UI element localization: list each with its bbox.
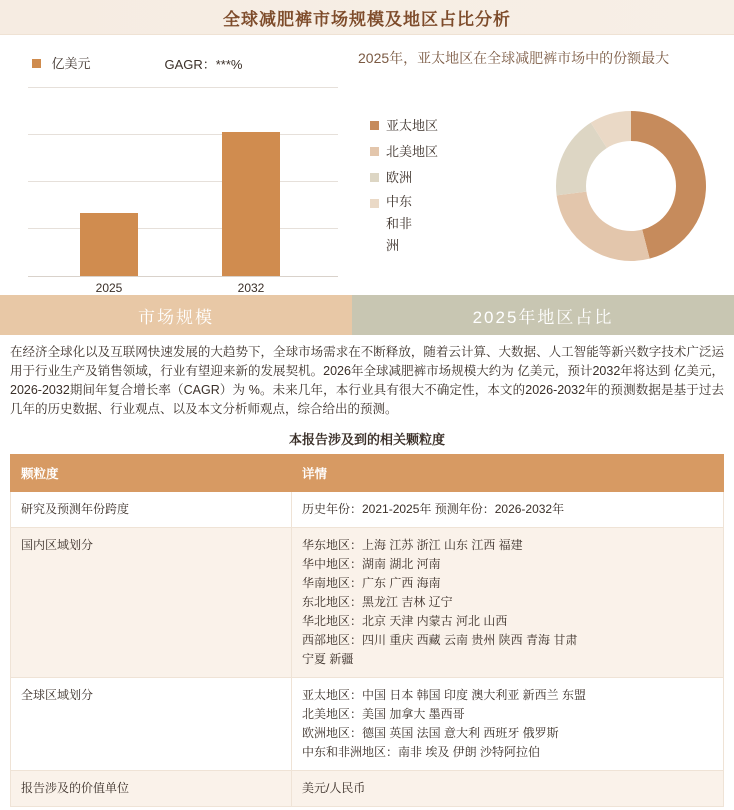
gridline [28, 228, 338, 229]
table-header-granularity: 颗粒度 [11, 455, 292, 492]
detail-line: 西部地区：四川 重庆 西藏 云南 贵州 陕西 青海 甘肃 [302, 633, 578, 647]
detail-line: 美元/人民币 [302, 781, 366, 795]
table-row [11, 528, 724, 678]
gridline [28, 134, 338, 135]
table-row [11, 678, 724, 771]
detail-line: 北美地区：美国 加拿大 墨西哥 [302, 707, 465, 721]
legend-swatch-icon [370, 147, 379, 156]
x-tick-label: 2032 [237, 281, 265, 295]
detail-line: 东北地区：黑龙江 吉林 辽宁 [302, 595, 453, 609]
table-cell-granularity: 全球区域划分 [11, 678, 292, 771]
summary-paragraph: 在经济全球化以及互联网快速发展的大趋势下，全球市场需求在不断释放，随着云计算、大数据、人工智能等新兴数字技术广泛运用于行业生产及销售领域，行业有望迎来新的发展契机。2026年全球减肥裤市场规模大约为 亿美元，预计2032年将达到 亿美元，2026-2032期间年复合增长率（CAGR）为 %。未来几年，本行业具有很大不确定性，本文的2026-2032年的预测数据是基于过去几年的历史数据、行业观点、以及本文分析师观点，综合给出的预测。 [10, 345, 724, 416]
legend-swatch-icon [32, 59, 41, 68]
page-title: 全球减肥裤市场规模及地区占比分析 [223, 9, 511, 29]
detail-line: 宁夏 新疆 [302, 652, 354, 666]
table-cell-detail [292, 492, 724, 528]
detail-line: 亚太地区：中国 日本 韩国 印度 澳大利亚 新西兰 东盟 [302, 688, 587, 702]
gridline [28, 181, 338, 182]
pie-legend-item [370, 113, 438, 139]
pie-legend-label: 欧洲 [386, 170, 413, 185]
table-cell-granularity: 研究及预测年份跨度 [11, 492, 292, 528]
bar-plot-area [28, 87, 338, 277]
table-row [11, 771, 724, 807]
detail-line: 欧洲地区：德国 英国 法国 意大利 西班牙 俄罗斯 [302, 726, 559, 740]
gagr-label: GAGR：***% [164, 56, 243, 72]
table-cell-granularity: 国内区域划分 [11, 528, 292, 678]
bar-x-labels [28, 277, 338, 297]
pie-legend [370, 113, 438, 257]
bar-legend-label: 亿美元 [51, 56, 91, 71]
pie-chart-panel [352, 35, 734, 295]
bar-2032 [222, 132, 280, 276]
table-cell-detail [292, 771, 724, 807]
detail-line: 历史年份：2021-2025年 预测年份：2026-2032年 [302, 502, 565, 516]
charts-section [0, 35, 734, 295]
bar-legend-entry [32, 53, 90, 73]
section-band [0, 295, 734, 335]
page-header [0, 0, 734, 35]
bar-legend [32, 53, 340, 73]
detail-line: 华北地区：北京 天津 内蒙古 河北 山西 [302, 614, 508, 628]
bar-2025 [80, 213, 138, 276]
granularity-subtitle: 本报告涉及到的相关颗粒度 [288, 432, 445, 447]
pie-chart-title: 2025年，亚太地区在全球减肥裤市场中的份额最大 [358, 50, 670, 66]
table-header-detail: 详情 [292, 455, 724, 492]
table-row [11, 492, 724, 528]
donut-chart [546, 101, 716, 271]
donut-svg [546, 101, 716, 271]
bar-chart-panel [0, 35, 352, 295]
table-cell-detail [292, 528, 724, 678]
legend-swatch-icon [370, 121, 379, 130]
x-tick-label: 2025 [95, 281, 123, 295]
gridline [28, 87, 338, 88]
band-label-market-size: 市场规模 [0, 295, 352, 335]
detail-line: 华南地区：广东 广西 海南 [302, 576, 441, 590]
detail-line: 中东和非洲地区：南非 埃及 伊朗 沙特阿拉伯 [302, 745, 541, 759]
legend-swatch-icon [370, 173, 379, 182]
pie-legend-item [370, 191, 438, 257]
table-cell-detail [292, 678, 724, 771]
pie-legend-label: 中东和非洲 [386, 194, 413, 253]
detail-line: 华东地区：上海 江苏 浙江 山东 江西 福建 [302, 538, 523, 552]
band-label-region-share: 2025年地区占比 [352, 295, 734, 335]
legend-swatch-icon [370, 199, 379, 208]
granularity-table [10, 454, 724, 807]
pie-legend-item [370, 139, 438, 165]
table-header-row [11, 455, 724, 492]
pie-legend-item [370, 165, 438, 191]
detail-line: 华中地区：湖南 湖北 河南 [302, 557, 441, 571]
table-cell-granularity: 报告涉及的价值单位 [11, 771, 292, 807]
pie-legend-label: 北美地区 [386, 144, 439, 159]
pie-legend-label: 亚太地区 [386, 118, 439, 133]
